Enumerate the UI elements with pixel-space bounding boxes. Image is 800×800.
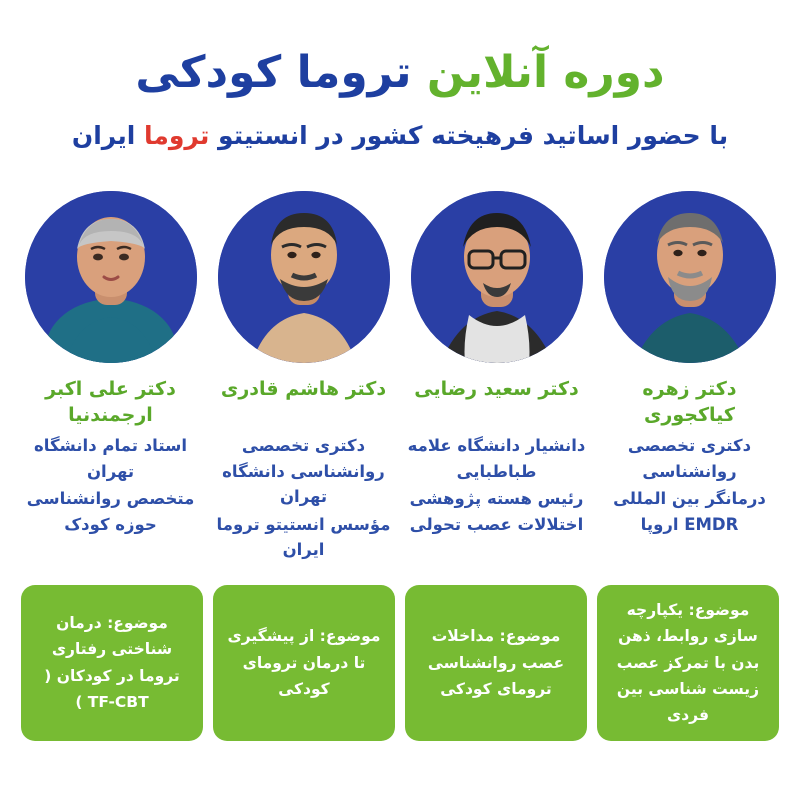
avatar [604,191,776,363]
avatar [411,191,583,363]
topics-row [0,585,800,741]
speaker-name: دکتر هاشم قادری [220,378,387,401]
page-title [0,44,800,102]
speaker-desc-2: درمانگر بین المللی EMDR اروپا [613,489,766,534]
speaker-desc-1: دکتری تخصصی روانشناسی دانشگاه تهران [222,436,385,507]
page-subtitle [0,118,800,153]
speaker-name: دکتر علی اکبر ارجمندنیا [45,378,176,426]
poster-header [0,0,800,153]
subtitle-before: با حضور اساتید فرهیخته کشور در انستیتو [209,121,729,151]
topic-label: موضوع: [499,627,561,646]
topic-label: موضوع: [319,627,381,646]
speaker-card [404,191,589,563]
speaker-desc-1: دکتری تخصصی روانشناسی [627,436,752,481]
topic-label: موضوع: [688,600,750,619]
topic-card [597,585,779,741]
avatar [218,191,390,363]
topic-label: موضوع: [107,614,168,633]
title-green-part: دوره آنلاین [426,47,665,98]
topic-text: از پیشگیری تا درمان تروماى کودکی [227,627,366,698]
topic-text: یکپارچه سازی روابط، ذهن بدن با تمرکز عصب زیست شناسی بین فردی [616,600,760,725]
avatar [25,191,197,363]
topic-card [405,585,587,741]
speaker-name: دکتر سعید رضایی [414,378,579,401]
subtitle-after: ایران [71,121,144,151]
subtitle-highlight: تروما [143,121,210,151]
topic-text: درمان شناختی رفتاری تروما در کودکان ( TF-CBT ) [44,614,180,712]
speaker-card [211,191,396,563]
speaker-desc-2: مؤسس انستیتو تروما ایران [216,514,391,560]
topic-card [21,585,203,741]
speaker-desc-1: دانشیار دانشگاه علامه طباطبایی [407,436,586,481]
speaker-desc-2: رئیس هسته پژوهشی اختلالات عصب تحولی [409,489,584,534]
topic-text: مداخلات عصب روانشناسی تروماى کودکی [427,627,565,698]
speaker-desc-2: متخصص روانشناسی حوزه کودک [26,489,195,534]
speaker-name: دکتر زهره کیاکجوری [642,378,737,426]
speaker-card [18,191,203,563]
speaker-card [597,191,782,563]
speakers-row [0,191,800,563]
topic-card [213,585,395,741]
title-blue-part: تروما کودکی [135,47,412,98]
speaker-desc-1: استاد تمام دانشگاه تهران [34,436,187,481]
